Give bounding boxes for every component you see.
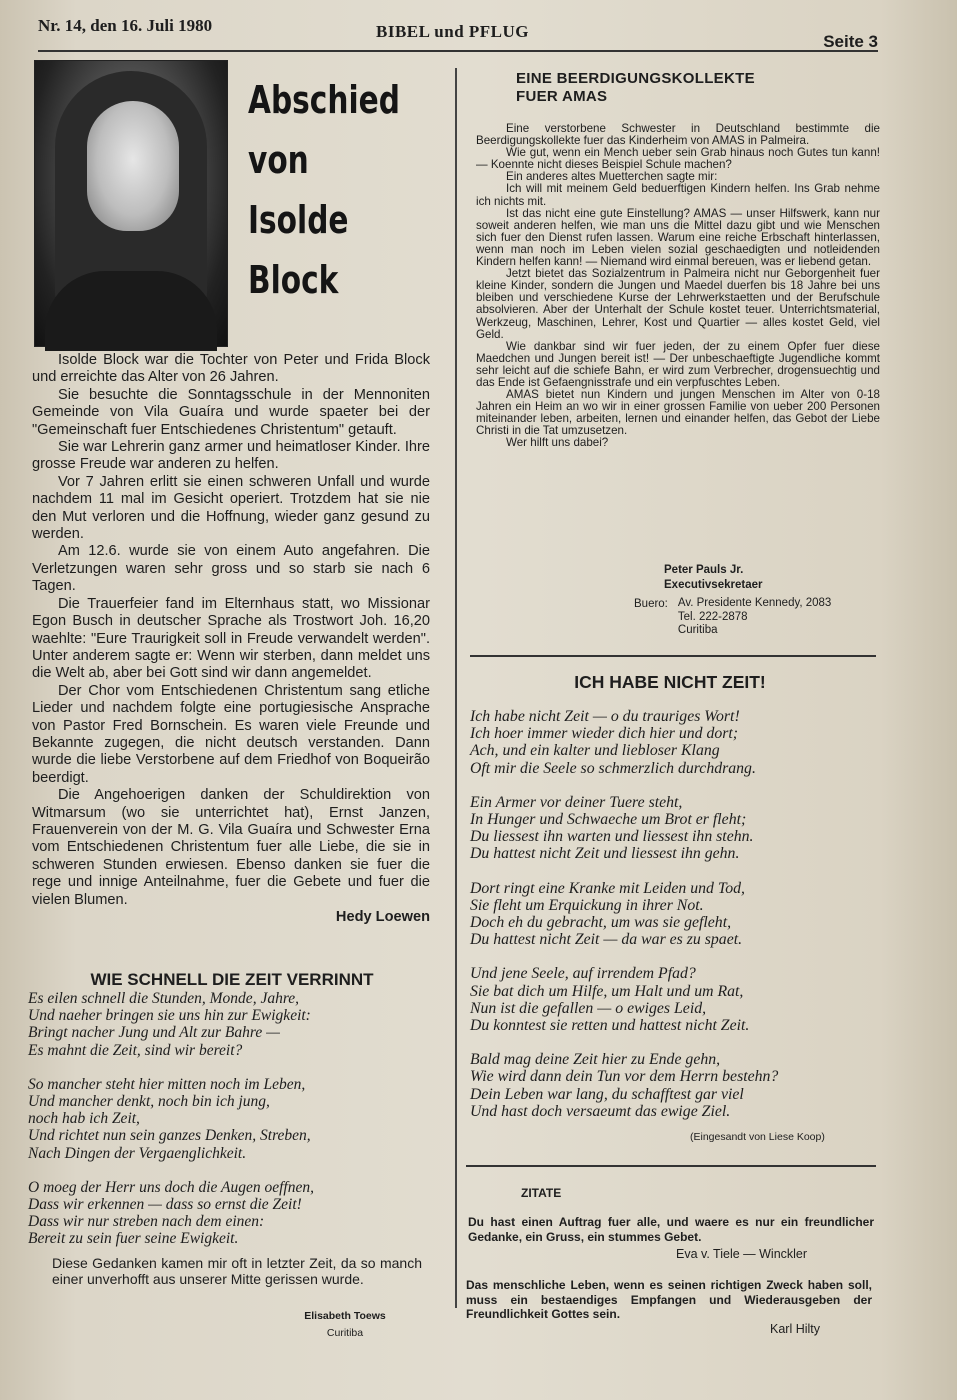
- poem-line: Bringt nacher Jung und Alt zur Bahre —: [28, 1024, 280, 1042]
- poem-line: Ach, und ein kalter und liebloser Klang: [470, 742, 720, 760]
- poem-line: Und hast doch versaeumt das ewige Ziel.: [470, 1102, 731, 1120]
- obituary-paragraph: Die Trauerfeier fand im Elternhaus statt, wo Missionar Egon Busch in deutscher Sprache als Trostwort Joh. 16,20 waehlte: "Eure Traurigkeit soll in Freude verwandelt werden". Unter anderem sagte er: Wenn wir sterben, dann meldet uns die Welt ab, aber bei Gott sind wir dann angemeldet.: [32, 595, 430, 682]
- poem-stanza: [470, 794, 880, 863]
- poem-stanza: [28, 990, 428, 1059]
- poem-line: Ich habe nicht Zeit — o du trauriges Wort!: [470, 708, 740, 725]
- poem-line: Und richtet nun sein ganzes Denken, Streben,: [28, 1127, 311, 1145]
- address-line: Curitiba: [677, 624, 718, 636]
- poem-line: Es eilen schnell die Stunden, Monde, Jahre,: [28, 990, 300, 1007]
- amas-paragraph: Ein anderes altes Muetterchen sagte mir:: [506, 170, 718, 184]
- zitate-label: ZITATE: [521, 1186, 562, 1200]
- poem-line: Du hattest nicht Zeit und liessest ihn gehn.: [470, 845, 740, 863]
- amas-paragraph: Ich will mit meinem Geld beduerftigen Kindern helfen. Ins Grab nehme ich nichts mit.: [476, 182, 880, 208]
- section-divider: [466, 1165, 876, 1167]
- poem-line: Und naeher bringen sie uns hin zur Ewigkeit:: [28, 1007, 311, 1025]
- address-line: Av. Presidente Kennedy, 2083: [677, 597, 832, 609]
- amas-paragraph: Wie dankbar sind wir fuer jeden, der zu einem Opfer fuer diese Maedchen und Jungen bereit ist! — Der unbeschaeftigte Jugendliche kommt sehr leicht auf die schiefe Bahn, er wird zum Verbrecher, drogensuechtig und das Ende ist Gefaengnisstrafe und ein verpfuschtes Leben.: [476, 339, 880, 389]
- poem-stanza: [470, 965, 880, 1034]
- poem-line: Dass wir nur streben nach dem einen:: [28, 1213, 265, 1231]
- poem-line: Dort ringt eine Kranke mit Leiden und Tod,: [470, 879, 745, 897]
- amas-paragraph: Jetzt bietet das Sozialzentrum in Palmeira nicht nur Geborgenheit fuer kleine Kinder, sondern die Jungen und Maedel duerfen bis 18 Jahre bei uns bleiben und verschiedene Kurse der Lehrwerkstaetten und der Berufschule absolvieren. Aber der Unterhalt der Schule kostet teuer. Unterrichtsmaterial, Werkzeug, Maschinen, Lehrer, Kost und Quartier — alles kostet Geld, viel Geld.: [476, 267, 880, 341]
- poem-line: Nach Dingen der Vergaenglichkeit.: [28, 1144, 247, 1162]
- obituary-paragraph: Isolde Block war die Tochter von Peter und Frida Block und erreichte das Alter von 26 Jahren.: [32, 352, 430, 386]
- poem-line: O moeg der Herr uns doch die Augen oeffnen,: [28, 1178, 314, 1196]
- amas-role: Executivsekretaer: [664, 579, 763, 591]
- poem-line: In Hunger und Schwaeche um Brot er fleht;: [470, 811, 747, 829]
- amas-office-label: Buero:: [634, 598, 668, 610]
- poem-line: Sie fleht um Erquickung in ihrer Not.: [470, 896, 704, 914]
- poem-line: Dein Leben war lang, du schafftest gar viel: [470, 1085, 744, 1103]
- obituary-paragraph: Der Chor vom Entschiedenen Christentum sang etliche Lieder und nachdem folgte eine portugiesische Ansprache von Pastor Fred Bornschein. Es waren viele Freunde und Bekannte zugegen, die nicht deutsch verstanden. Dann wurde die liebe Verstorbene auf dem Friedhof von Boqueirão beerdigt.: [32, 682, 430, 786]
- poem-time-signature: [285, 1308, 405, 1342]
- poem-time-title: WIE SCHNELL DIE ZEIT VERRINNT: [90, 970, 374, 989]
- column-divider: [455, 68, 457, 1308]
- poem-time: [28, 990, 428, 1265]
- amas-paragraph: Ist das nicht eine gute Einstellung? AMAS — unser Hilfswerk, kann nur soweit anderen helfen, wie man uns die Mittel dazu gibt und wie Menschen sich fuer den Dienst rufen lassen. Warum eine reiche Erbschaft hinterlassen, wenn man noch im Leben vielen sozial geschaedigten und notleidenden Kindern helfen kann! — Niemand wird einmal bereuen, was er liebend getan.: [476, 206, 880, 269]
- poem-line: noch hab ich Zeit,: [28, 1110, 140, 1128]
- quote-text: Du hast einen Auftrag fuer alle, und waere es nur ein freundlicher Gedanke, ein Gruss, ein stummes Gebet.: [468, 1215, 874, 1244]
- poem-line: Ein Armer vor deiner Tuere steht,: [470, 793, 683, 811]
- amas-article: [476, 123, 880, 450]
- poem-line: Dass wir erkennen — dass so ernst die Zeit!: [28, 1196, 302, 1214]
- newspaper-title: BIBEL und PFLUG: [376, 22, 530, 41]
- quote-text: Das menschliche Leben, wenn es seinen richtigen Zweck haben soll, muss ein bestaendiges Empfangen und Wiederausgeben der Freundlichkeit Gottes sein.: [466, 1278, 872, 1321]
- obituary-paragraph: Die Angehoerigen danken der Schuldirektion von Witmarsum (wo sie unterrichtet hat), Ernst Janzen, Frauenverein von der M. G. Vila Guaíra und Schwester Erna vom Entschiedenen Christentum fuer alle Liebe, die sie in schweren Stunden erwiesen. Ebenso danken sie fuer die rege und innige Anteilnahme, fuer die Gebete und fuer die vielen Blumen.: [32, 787, 430, 908]
- amas-title-line: FUER AMAS: [516, 88, 608, 105]
- poem-line: Nun ist die gefallen — o ewiges Leid,: [470, 999, 707, 1017]
- headline-line: Block: [248, 258, 339, 302]
- headline-line: von: [248, 138, 309, 182]
- poem-line: Oft mir die Seele so schmerzlich durchdrang.: [470, 759, 756, 777]
- quote-author: Eva v. Tiele — Winckler: [676, 1247, 808, 1261]
- portrait-face: [87, 101, 179, 231]
- poem-stanza: [28, 1179, 428, 1248]
- poem-stanza: [470, 708, 880, 777]
- poem-stanza: [28, 1076, 428, 1162]
- page-header: [38, 14, 878, 52]
- amas-paragraph: AMAS bietet nun Kindern und jungen Menschen im Alter von 0-18 Jahren ein Heim an wo wir in einer grossen Familie von ueber 200 Personen miteinander leben, arbeiten, lernen und einander helfen, das Gebot der Liebe Christi in die Tat umzusetzen.: [476, 388, 880, 438]
- obituary-paragraph: Am 12.6. wurde sie von einem Auto angefahren. Die Verletzungen waren sehr gross und so starb sie nach 6 Tagen.: [32, 543, 430, 595]
- poem-nozeit-title: ICH HABE NICHT ZEIT!: [574, 672, 766, 692]
- amas-paragraph: Eine verstorbene Schwester in Deutschland bestimmte die Beerdigungskollekte fuer das Kinderheim von AMAS in Palmeira.: [476, 122, 880, 148]
- poem-line: Bereit zu sein fuer seine Ewigkeit.: [28, 1230, 239, 1248]
- page-number: Seite 3: [823, 32, 878, 51]
- obituary-text: [32, 352, 430, 926]
- headline-line: Isolde: [248, 198, 349, 242]
- poem-line: Bald mag deine Zeit hier zu Ende gehn,: [470, 1051, 721, 1069]
- poem-stanza: [470, 880, 880, 949]
- poem-line: Du liessest ihn warten und liessest ihn stehn.: [470, 828, 754, 846]
- poem-line: Doch eh du gebracht, um was sie gefleht,: [470, 914, 732, 932]
- portrait-photo: [34, 60, 228, 347]
- address-line: Tel. 222-2878: [677, 610, 748, 623]
- poem-stanza: [470, 1051, 880, 1120]
- headline-line: Abschied: [248, 78, 400, 122]
- issue-date: Nr. 14, den 16. Juli 1980: [38, 16, 213, 35]
- obituary-paragraph: Vor 7 Jahren erlitt sie einen schweren Unfall und wurde nachdem 11 mal im Gesicht operiert. Trotzdem hat sie nie den Mut verloren und die Hoffnung, wieder ganz gesund zu werden.: [32, 473, 430, 543]
- poem-line: Du konntest sie retten und hattest nicht Zeit.: [470, 1017, 750, 1035]
- obituary-paragraph: Sie war Lehrerin ganz armer und heimatloser Kinder. Ihre grosse Freude war anderen zu helfen.: [32, 439, 430, 473]
- obituary-paragraph: Sie besuchte die Sonntagsschule in der Mennoniten Gemeinde von Vila Guaíra und wurde spaeter bei der "Gemeinschaft fuer Entschiedenes Christentum" getauft.: [32, 386, 430, 438]
- obituary-signature: Hedy Loewen: [335, 909, 430, 925]
- poem-line: Ich hoer immer wieder dich hier und dort;: [470, 725, 739, 743]
- poem-time-author: Elisabeth Toews: [304, 1310, 386, 1322]
- poem-time-city: Curitiba: [326, 1327, 364, 1339]
- poem-nozeit: [470, 708, 880, 1137]
- portrait-shoulders: [45, 271, 217, 351]
- quote-author: Karl Hilty: [770, 1322, 821, 1336]
- obituary-headline: [248, 70, 404, 310]
- poem-time-note: Diese Gedanken kamen mir oft in letzter Zeit, da so manch einer unverhofft aus unserer Mitte gerissen wurde.: [52, 1255, 422, 1287]
- poem-nozeit-credit: (Eingesandt von Liese Koop): [690, 1131, 825, 1143]
- amas-title: [516, 70, 836, 106]
- poem-line: Wie wird dann dein Tun vor dem Herrn bestehn?: [470, 1068, 779, 1086]
- poem-line: Sie bat dich um Hilfe, um Halt und um Rat,: [470, 982, 744, 1000]
- amas-address: [678, 597, 831, 638]
- section-divider: [470, 655, 876, 657]
- amas-signature: [634, 563, 874, 638]
- amas-paragraph: Wie gut, wenn ein Mench ueber sein Grab hinaus noch Gutes tun kann! — Koennte nicht dieses Beispiel Schule machen?: [476, 146, 880, 172]
- amas-signer: Peter Pauls Jr.: [664, 564, 744, 576]
- amas-paragraph: Wer hilft uns dabei?: [506, 436, 609, 450]
- poem-line: So mancher steht hier mitten noch im Leben,: [28, 1075, 306, 1093]
- poem-line: Und mancher denkt, noch bin ich jung,: [28, 1093, 270, 1111]
- amas-office: [634, 597, 874, 638]
- poem-line: Du hattest nicht Zeit — da war es zu spaet.: [470, 931, 743, 949]
- poem-line: Und jene Seele, auf irrendem Pfad?: [470, 965, 696, 983]
- poem-line: Es mahnt die Zeit, sind wir bereit?: [28, 1041, 243, 1059]
- amas-title-line: EINE BEERDIGUNGSKOLLEKTE: [516, 70, 755, 87]
